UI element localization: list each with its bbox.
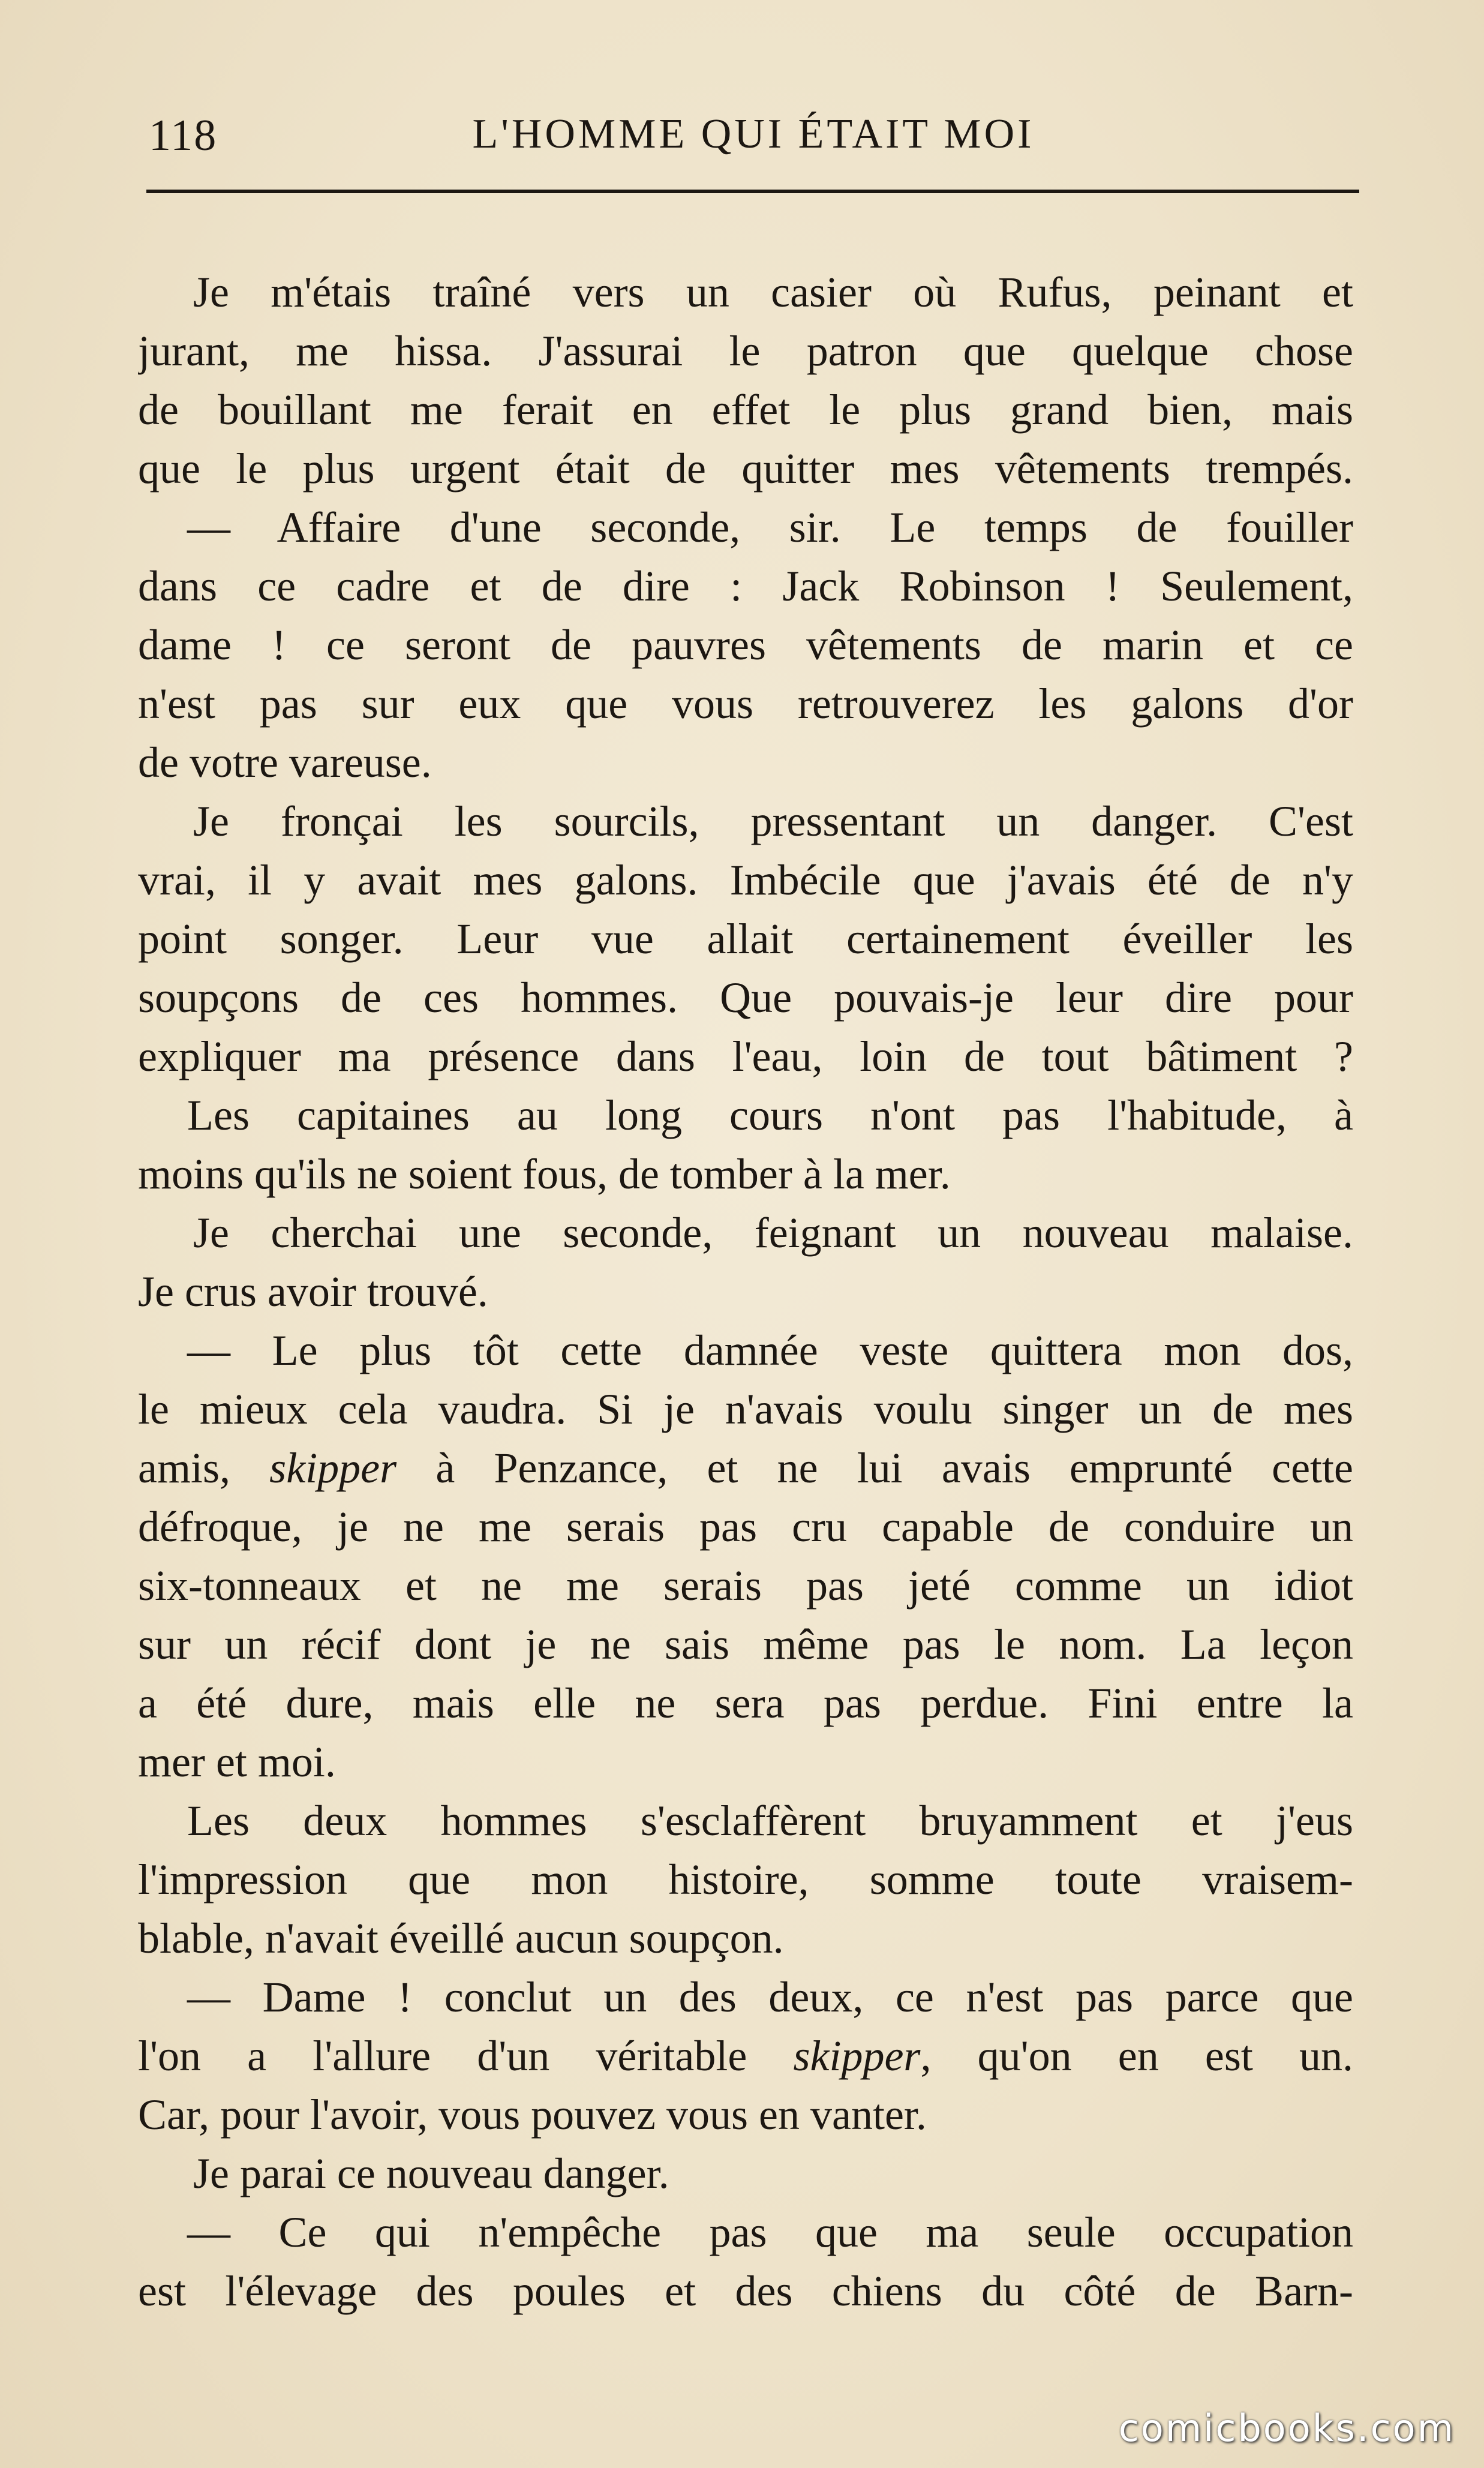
text-line: Je m'étais traîné vers un casier où Rufus, peinant et (193, 268, 1353, 316)
text-line: — Affaire d'une seconde, sir. Le temps de fouiller (187, 503, 1353, 551)
text-line: — Ce qui n'empêche pas que ma seule occupation (187, 2208, 1353, 2256)
text-line: expliquer ma présence dans l'eau, loin de tout bâtiment ? (138, 1032, 1353, 1080)
text-line: l'impression que mon histoire, somme toute vraisem- (138, 1855, 1353, 1903)
text-line: n'est pas sur eux que vous retrouverez les galons d'or (138, 680, 1353, 728)
text-line: jurant, me hissa. J'assurai le patron que quelque chose (138, 327, 1353, 375)
body-text (138, 263, 1353, 2320)
text-line: Je fronçai les sourcils, pressentant un danger. C'est (193, 797, 1353, 845)
header-rule (146, 190, 1359, 193)
page-number: 118 (149, 111, 218, 160)
text-line: défroque, je ne me serais pas cru capable de conduire un (138, 1503, 1353, 1551)
watermark: comicbooks.com (1118, 2406, 1455, 2450)
text-line: de bouillant me ferait en effet le plus grand bien, mais (138, 386, 1353, 434)
text-line: sur un récif dont je ne sais même pas le nom. La leçon (138, 1620, 1353, 1668)
text-line: Les capitaines au long cours n'ont pas l'habitude, à (187, 1091, 1353, 1139)
text-line: a été dure, mais elle ne sera pas perdue. Fini entre la (138, 1679, 1353, 1727)
text-line: moins qu'ils ne soient fous, de tomber à la mer. (138, 1150, 951, 1198)
text-line: dans ce cadre et de dire : Jack Robinson ! Seulement, (138, 562, 1353, 610)
text-line: l'on a l'allure d'un véritable skipper, qu'on en est un. (138, 2032, 1353, 2080)
text-line: — Le plus tôt cette damnée veste quittera mon dos, (187, 1326, 1353, 1374)
text-line: de votre vareuse. (138, 738, 432, 786)
text-line: Car, pour l'avoir, vous pouvez vous en vanter. (138, 2091, 927, 2139)
text-line: — Dame ! conclut un des deux, ce n'est pas parce que (187, 1973, 1353, 2021)
text-line: six-tonneaux et ne me serais pas jeté comme un idiot (138, 1562, 1353, 1610)
text-line: dame ! ce seront de pauvres vêtements de marin et ce (138, 621, 1353, 669)
text-line: amis, skipper à Penzance, et ne lui avais emprunté cette (138, 1444, 1353, 1492)
text-line: mer et moi. (138, 1738, 336, 1786)
text-line: Je cherchai une seconde, feignant un nouveau malaise. (193, 1209, 1353, 1257)
running-title: L'HOMME QUI ÉTAIT MOI (472, 111, 1035, 157)
text-line: Les deux hommes s'esclaffèrent bruyamment et j'eus (187, 1797, 1353, 1845)
page-header (149, 107, 1358, 173)
text-line: soupçons de ces hommes. Que pouvais-je leur dire pour (138, 974, 1353, 1022)
text-line: Je crus avoir trouvé. (138, 1268, 488, 1316)
text-line: blable, n'avait éveillé aucun soupçon. (138, 1914, 784, 1962)
text-line: que le plus urgent était de quitter mes vêtements trempés. (138, 445, 1353, 493)
text-line: vrai, il y avait mes galons. Imbécile que j'avais été de n'y (138, 856, 1353, 904)
text-line: point songer. Leur vue allait certainement éveiller les (138, 915, 1353, 963)
text-line: est l'élevage des poules et des chiens du côté de Barn- (138, 2267, 1353, 2315)
text-line: Je parai ce nouveau danger. (193, 2149, 669, 2197)
text-line: le mieux cela vaudra. Si je n'avais voulu singer un de mes (138, 1385, 1353, 1433)
